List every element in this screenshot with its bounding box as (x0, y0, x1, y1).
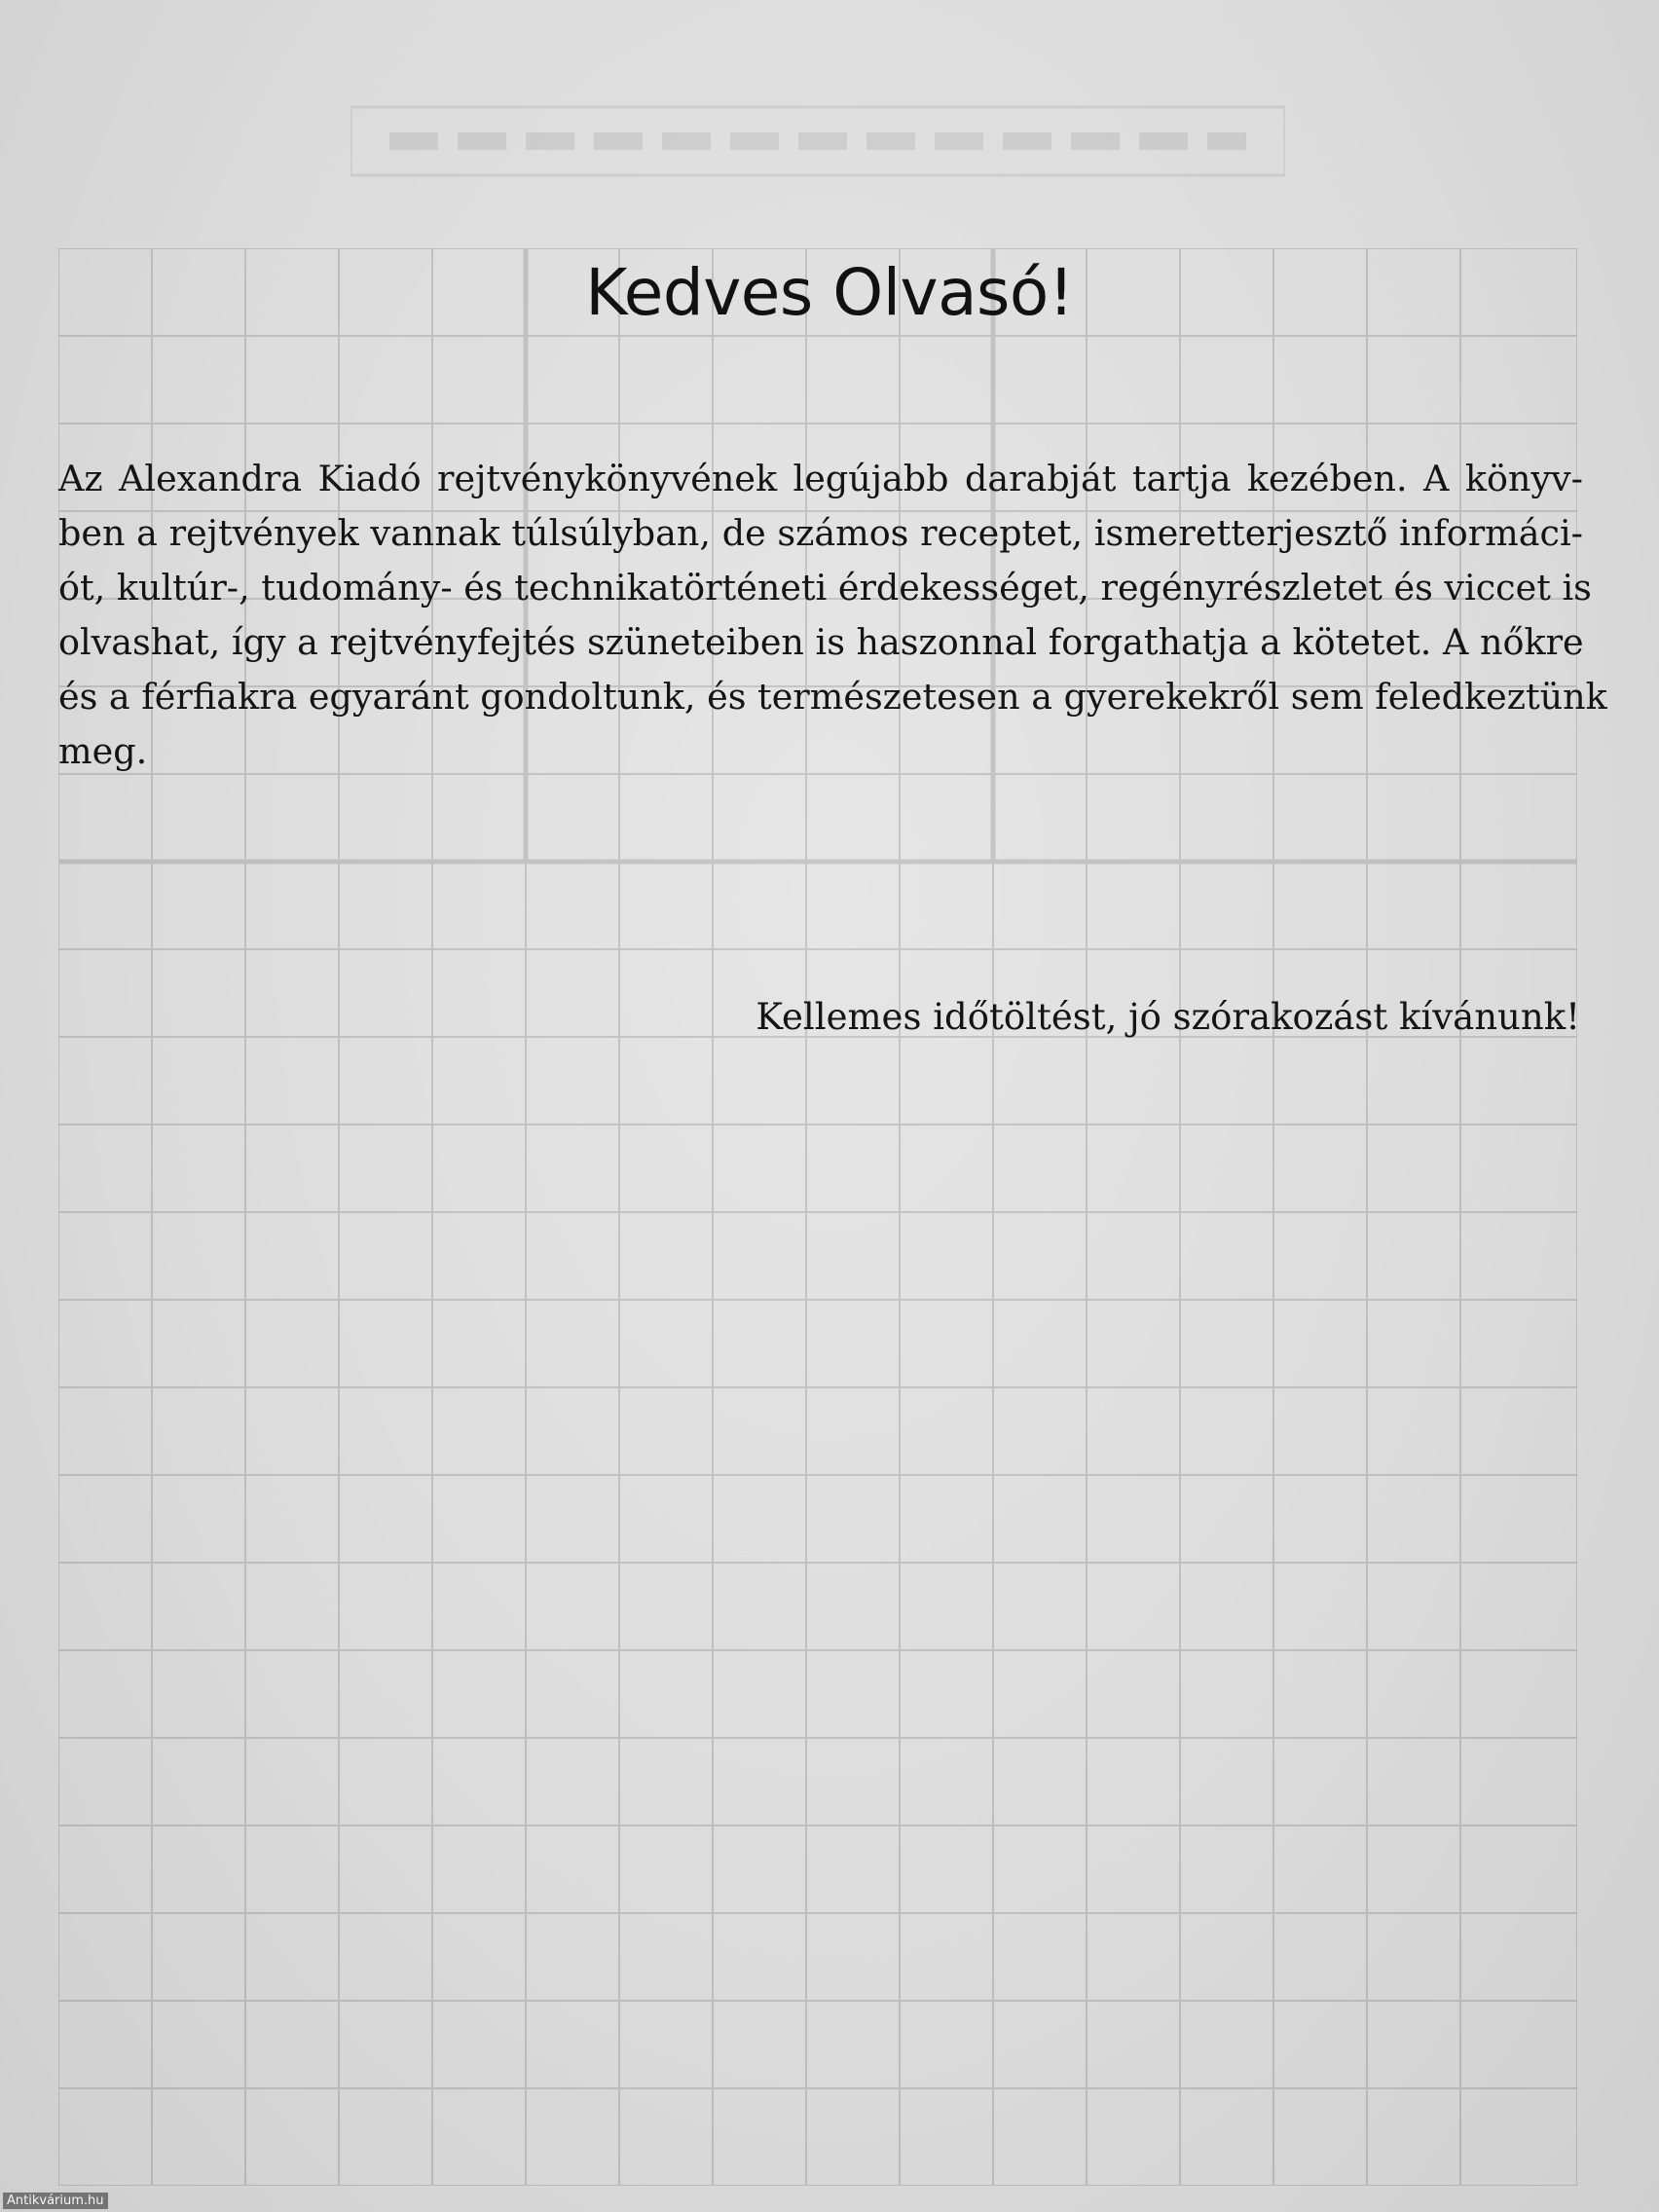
body-line: olvashat, így a rejtvényfejtés szüneteiben is haszonnal forgathatja a kötetet. A nőkre (58, 621, 1584, 663)
page-title: Kedves Olvasó! (585, 255, 1074, 330)
body-line: és a férfiakra egyaránt gondoltunk, és természetesen a gyerekekről sem feledkeztünk (58, 676, 1607, 718)
body-line: ót, kultúr-, tudomány- és technikatörténeti érdekességet, regényrészletet és viccet is (58, 567, 1592, 608)
show-through-heading (350, 97, 1285, 185)
body-paragraph (58, 452, 1607, 779)
body-line: ben a rejtvények vannak túlsúlyban, de számos receptet, ismeretterjesztő informáci- (58, 512, 1583, 554)
body-line: meg. (58, 730, 148, 772)
closing-greeting: Kellemes időtöltést, jó szórakozást kívánunk! (756, 996, 1580, 1038)
watermark: Antikvárium.hu (3, 2193, 108, 2209)
body-line: Az Alexandra Kiadó rejtvénykönyvének legújabb darabját tartja kezében. A könyv- (58, 458, 1583, 499)
